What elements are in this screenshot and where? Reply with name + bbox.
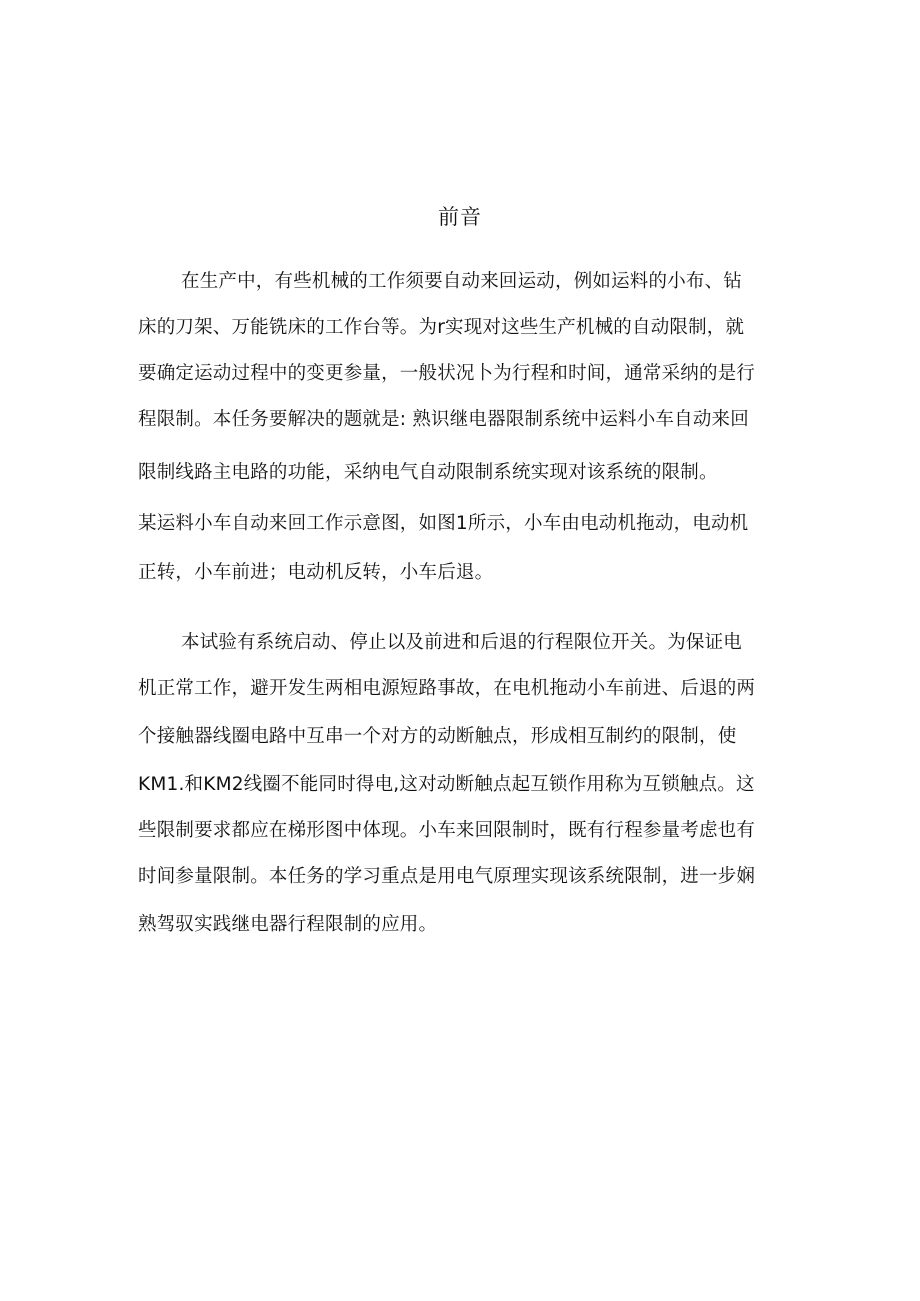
paragraph1-line-1: 在生产中，有些机械的工作须要自动来回运动，例如运料的小布、钻 [181,271,743,292]
paragraph1-line-4: 程限制。本任务要解决的题就是: 熟识继电器限制系统中运料小车自动来回 [138,409,749,430]
paragraph1-line-5: 限制线路主电路的功能，采纳电气自动限制系统实现对该系统的限制。 [138,462,718,483]
paragraph2-line-3: 个接触器线圈电路中互串一个对方的动断触点，形成相互制约的限制，使 [138,726,737,747]
paragraph2-line-6: 时间参量限制。本任务的学习重点是用电气原理实现该系统限制，进一步娴 [138,866,756,887]
paragraph2-line-1: 本试验有系统启动、停止以及前进和后退的行程限位开关。为保证电 [181,632,743,653]
paragraph2-line-7: 熟驾驭实践继电器行程限制的应用。 [138,914,438,935]
paragraph1-line-3: 要确定运动过程中的变更参量，一般状况卜为行程和时间，通常采纳的是行 [138,363,756,384]
paragraph1-line-2: 床的刀架、万能铣床的工作台等。为r实现对这些生产机械的自动限制，就 [138,317,745,338]
paragraph2-line-2: 机正常工作，避开发生两相电源短路事故，在电机拖动小车前进、后退的两 [138,678,756,699]
paragraph2-line-5: 些限制要求都应在梯形图中体现。小车来回限制时，既有行程参量考虑也有 [138,820,756,841]
paragraph1-line-7: 正转，小车前进；电动机反转，小车后退。 [138,562,494,583]
page-title: 前音 [438,205,482,229]
paragraph2-line-4: KM1.和KM2线圈不能同时得电,这对动断触点起互锁作用称为互锁触点。这 [138,774,755,795]
paragraph1-line-6: 某运料小车自动来回工作示意图，如图1所示，小车由电动机拖动，电动机 [138,513,749,534]
